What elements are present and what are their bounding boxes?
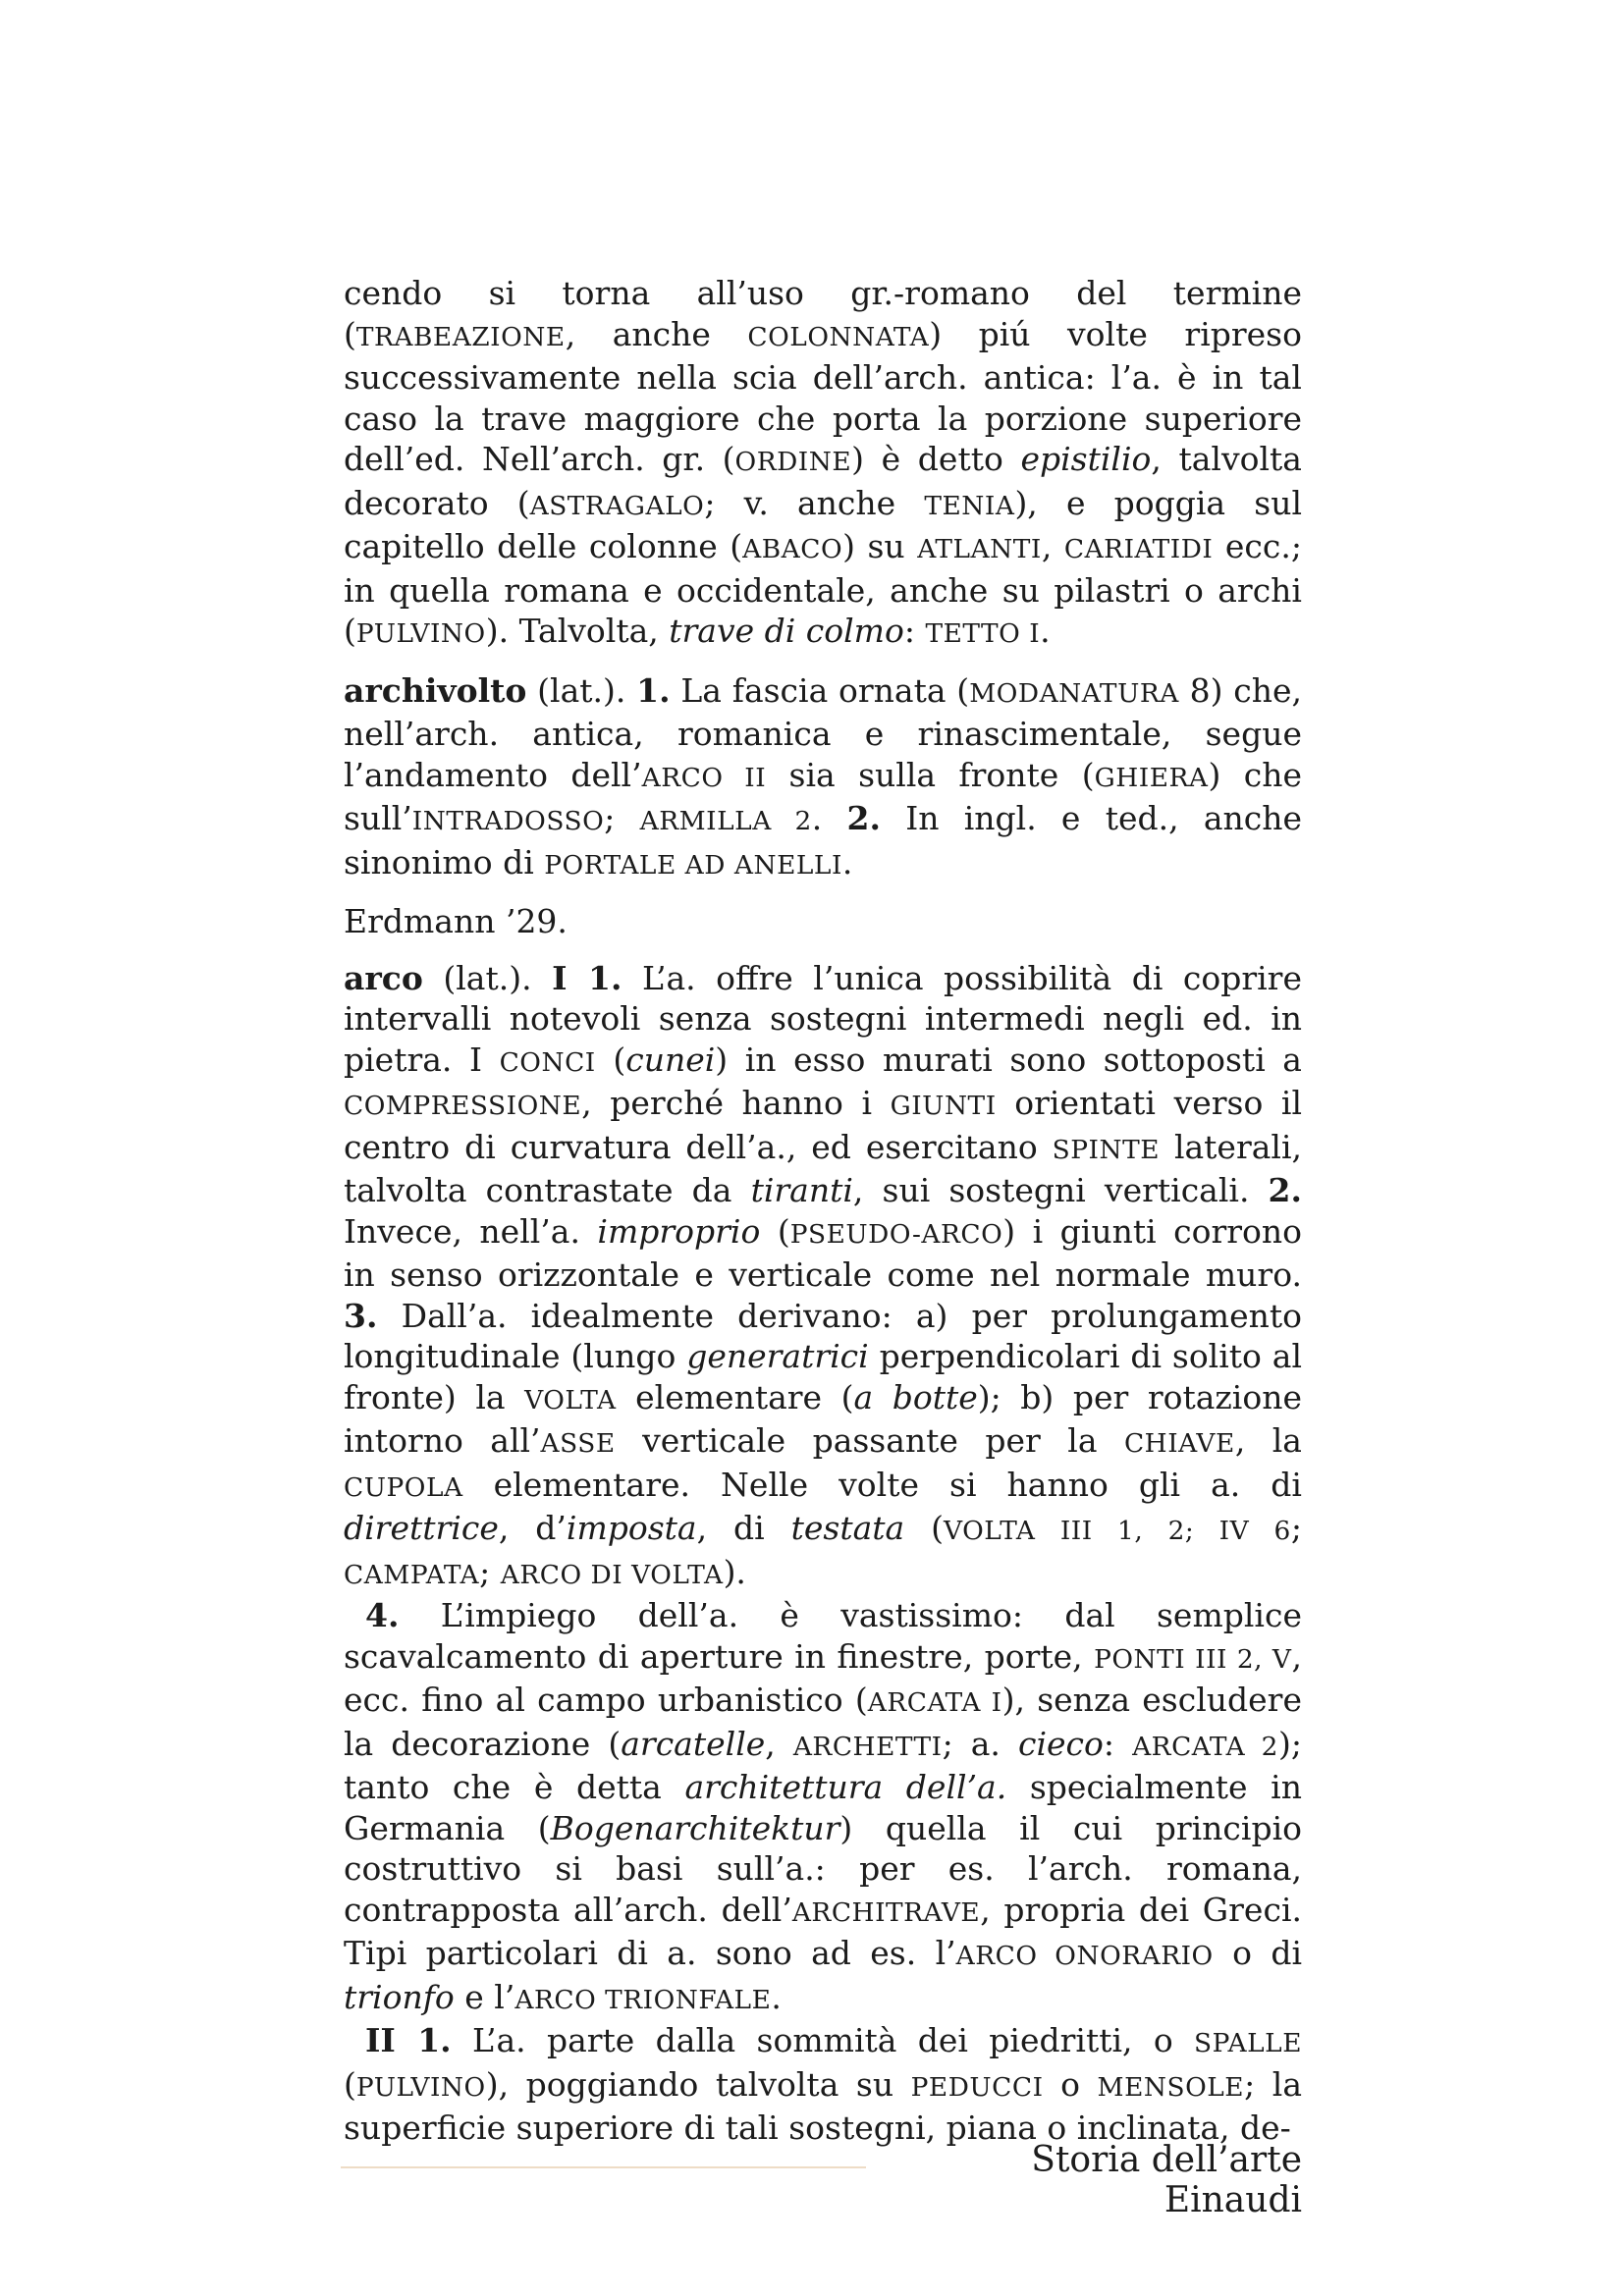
crossref-ponti[interactable]: PONTI III 2, V <box>1094 1643 1292 1675</box>
crossref-arco-trionfale[interactable]: ARCO TRIONFALE <box>514 1984 772 2015</box>
crossref-atlanti[interactable]: ATLANTI <box>917 534 1042 564</box>
entry-arco: arco (lat.). I 1. L’a. offre l’unica possibilità di coprire intervalli notevoli senza sostegni intermedi negli ed. in pietra. I CONCI (cunei) in esso murati sono sottoposti a COMPRESSIONE, perché hanno i GIUNTI orientati verso il centro di curvatura dell’a., ed esercitano SPINTE laterali, talvolta contrastate da tiranti, sui sostegni verticali. 2. Invece, nell’a. improprio (PSEUDO-ARCO) i giunti corrono in senso orizzontale e verticale come nel normale muro. 3. Dall’a. idealmente derivano: a) per prolungamento longitudinale (lungo generatrici perpendicolari di solito al fronte) la VOLTA elementare (a botte); b) per rotazione intorno all’ASSE verticale passante per la CHIAVE, la CUPOLA elementare. Nelle volte si hanno gli a. di direttrice, d’imposta, di testata (VOLTA III 1, 2; IV 6; CAMPATA; ARCO DI VOLTA). <box>344 958 1303 1591</box>
crossref-intradosso[interactable]: INTRADOSSO <box>411 806 605 836</box>
crossref-spinte[interactable]: SPINTE <box>1052 1134 1161 1165</box>
crossref-compressione[interactable]: COMPRESSIONE <box>344 1091 582 1121</box>
crossref-pulvino[interactable]: PULVINO <box>355 618 486 649</box>
crossref-tenia[interactable]: TENIA <box>924 490 1015 521</box>
footer-rule <box>341 2166 866 2168</box>
crossref-modanatura[interactable]: MODANATURA <box>969 677 1179 709</box>
crossref-cariatidi[interactable]: CARIATIDI <box>1063 534 1214 564</box>
crossref-mensole[interactable]: MENSOLE <box>1097 2071 1245 2103</box>
crossref-arco-ii[interactable]: ARCO II <box>641 762 767 793</box>
crossref-spalle[interactable]: SPALLE <box>1194 2028 1303 2058</box>
crossref-arcata-2[interactable]: ARCATA 2 <box>1132 1731 1278 1762</box>
crossref-tetto[interactable]: TETTO I <box>925 618 1041 649</box>
paragraph-architrave-cont: cendo si torna all’uso gr.-romano del termine (TRABEAZIONE, anche COLONNATA) piú volte ripreso successivamente nella scia dell’arch. antica: l’a. è in tal caso la trave maggiore che porta la porzione superiore dell’ed. Nell’arch. gr. (ORDINE) è detto epistilio, talvolta decorato (ASTRAGALO; v. anche TENIA), e poggia sul capitello delle colonne (ABACO) su ATLANTI, CARIATIDI ecc.; in quella romana e occidentale, anche su pilastri o archi (PULVINO). Talvolta, trave di colmo: TETTO I. <box>344 274 1303 650</box>
crossref-architrave[interactable]: ARCHITRAVE <box>791 1896 981 1928</box>
crossref-cupola[interactable]: CUPOLA <box>344 1471 463 1503</box>
paragraph-arco-ii: II 1. L’a. parte dalla sommità dei piedritti, o SPALLE (PULVINO), poggiando talvolta su PEDUCCI o MENSOLE; la superficie superiore di tali sostegni, piana o inclinata, de- <box>344 2021 1303 2147</box>
crossref-giunti[interactable]: GIUNTI <box>890 1091 997 1121</box>
headword-archivolto: archivolto <box>344 670 527 710</box>
crossref-ordine[interactable]: ORDINE <box>734 447 852 477</box>
crossref-archetti[interactable]: ARCHETTI <box>792 1731 943 1762</box>
crossref-astragalo[interactable]: ASTRAGALO <box>529 490 705 521</box>
crossref-peducci[interactable]: PEDUCCI <box>910 2071 1044 2103</box>
crossref-colonnata[interactable]: COLONNATA <box>747 321 930 352</box>
crossref-arco-di-volta[interactable]: ARCO DI VOLTA <box>500 1559 724 1590</box>
crossref-volta-iii[interactable]: VOLTA III 1, 2; IV 6 <box>944 1516 1291 1546</box>
crossref-abaco[interactable]: ABACO <box>742 534 843 564</box>
crossref-volta[interactable]: VOLTA <box>524 1384 617 1415</box>
entry-archivolto: archivolto (lat.). 1. La fascia ornata (MODANATURA 8) che, nell’arch. antica, romanica e rinascimentale, segue l’andamento dell’ARCO II sia sulla fronte (GHIERA) che sull’INTRADOSSO; ARMILLA 2. 2. In ingl. e ted., anche sinonimo di PORTALE AD ANELLI. <box>344 670 1303 881</box>
headword-arco: arco <box>344 958 423 997</box>
crossref-arcata-i[interactable]: ARCATA I <box>867 1687 1002 1718</box>
text-column <box>344 273 1302 2149</box>
bibliography-archivolto: Erdmann ’29. <box>344 902 568 940</box>
crossref-pulvino-2[interactable]: PULVINO <box>355 2071 486 2103</box>
footer-publisher: Storia dell’arte Einaudi <box>1031 2140 1302 2220</box>
crossref-arco-onorario[interactable]: ARCO ONORARIO <box>955 1941 1214 1971</box>
crossref-pseudo-arco[interactable]: PSEUDO-ARCO <box>789 1218 1003 1250</box>
crossref-trabeazione[interactable]: TRABEAZIONE <box>355 321 566 352</box>
crossref-portale-ad-anelli[interactable]: PORTALE AD ANELLI <box>544 849 842 881</box>
crossref-campata[interactable]: CAMPATA <box>344 1559 480 1590</box>
crossref-chiave[interactable]: CHIAVE <box>1123 1428 1235 1459</box>
crossref-conci[interactable]: CONCI <box>499 1046 596 1078</box>
crossref-ghiera[interactable]: GHIERA <box>1094 762 1209 793</box>
crossref-asse[interactable]: ASSE <box>540 1428 616 1459</box>
crossref-armilla[interactable]: ARMILLA 2 <box>639 806 812 836</box>
paragraph-arco-4: 4. L’impiego dell’a. è vastissimo: dal semplice scavalcamento di aperture in finestre, porte, PONTI III 2, V, ecc. fino al campo urbanistico (ARCATA I), senza escludere la decorazione (arcatelle, ARCHETTI; a. cieco: ARCATA 2); tanto che è detta architettura dell’a. specialmente in Germania (Bogenarchitektur) quella il cui principio costruttivo si basi sull’a.: per es. l’arch. romana, contrapposta all’arch. dell’ARCHITRAVE, propria dei Greci. Tipi particolari di a. sono ad es. l’ARCO ONORARIO o di trionfo e l’ARCO TRIONFALE. <box>344 1596 1302 2016</box>
